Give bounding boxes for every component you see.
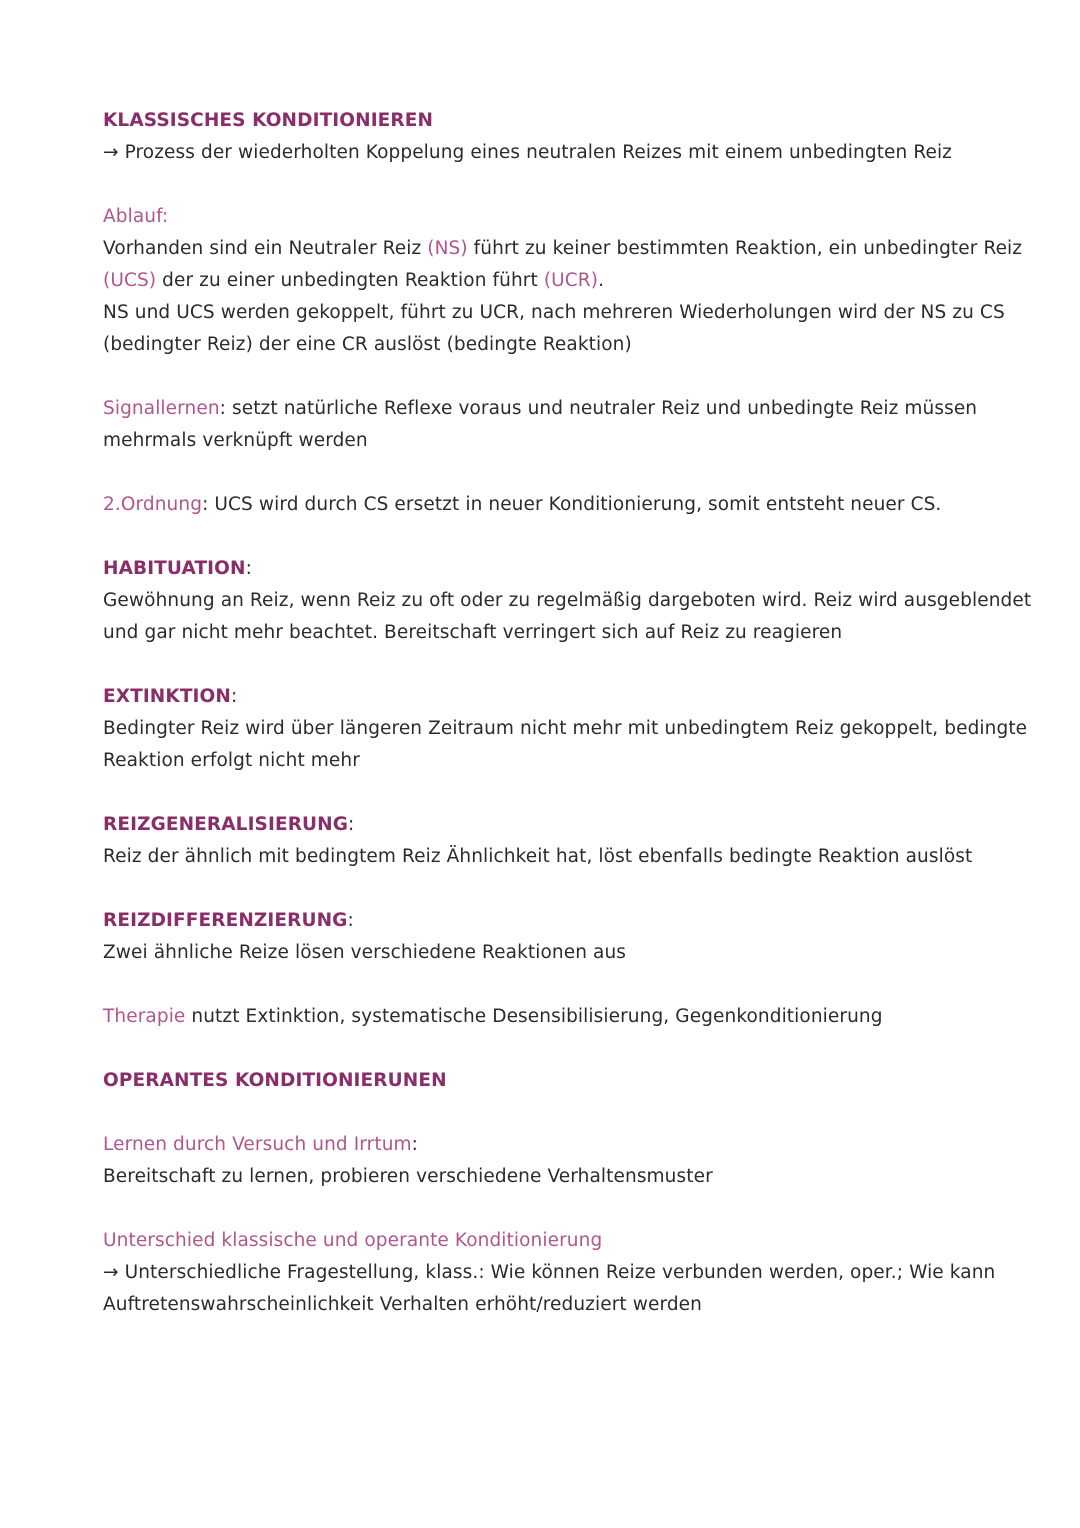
heading-reizgeneralisierung: REIZGENERALISIERUNG (103, 814, 349, 835)
differenzierung-line-1: Zwei ähnliche Reize lösen verschiedene Reaktionen aus (103, 942, 627, 963)
ablauf-text: der zu einer unbedingten Reaktion führt (156, 270, 544, 291)
label-versuch-irrtum: Lernen durch Versuch und Irrtum (103, 1134, 412, 1155)
document-page (103, 105, 1032, 1321)
versuch-line-1: Bereitschaft zu lernen, probieren verschiedene Verhaltensmuster (103, 1166, 713, 1187)
heading-klassisches-konditionieren: KLASSISCHES KONDITIONIEREN (103, 110, 434, 131)
extinktion-line-2: Reaktion erfolgt nicht mehr (103, 750, 360, 771)
therapie-text: nutzt Extinktion, systematische Desensibilisierung, Gegenkonditionierung (185, 1006, 883, 1027)
heading-habituation-line (103, 553, 1003, 585)
heading-reizgeneralisierung-line (103, 809, 1003, 841)
heading-reizdifferenzierung: REIZDIFFERENZIERUNG (103, 910, 348, 931)
label-unterschied: Unterschied klassische und operante Konditionierung (103, 1230, 603, 1251)
term-ucs: (UCS) (103, 270, 157, 291)
ablauf-text: führt zu keiner bestimmten Reaktion, ein unbedingter Reiz (467, 238, 1023, 259)
ordnung-line (103, 489, 1003, 521)
heading-extinktion: EXTINKTION (103, 686, 231, 707)
signallernen-line-2: mehrmals verknüpft werden (103, 430, 368, 451)
label-2-ordnung: 2.Ordnung (103, 494, 203, 515)
colon: : (348, 814, 355, 835)
ablauf-text: Vorhanden sind ein Neutraler Reiz (103, 238, 428, 259)
colon: : (411, 1134, 419, 1155)
term-ns: (NS) (427, 238, 468, 259)
heading-reizdifferenzierung-line (103, 905, 1003, 937)
unterschied-line-1: → Unterschiedliche Fragestellung, klass.: Wie können Reize verbunden werden, oper.; Wie kann (103, 1262, 996, 1283)
habituation-line-1: Gewöhnung an Reiz, wenn Reiz zu oft oder zu regelmäßig dargeboten wird. Reiz wird ausgeblendet (103, 590, 1032, 611)
generalisierung-line-1: Reiz der ähnlich mit bedingtem Reiz Ähnlichkeit hat, löst ebenfalls bedingte Reaktion auslöst (103, 846, 973, 867)
term-ucr: (UCR) (543, 270, 599, 291)
ablauf-line-1 (103, 233, 1023, 265)
definition-klassisch: → Prozess der wiederholten Koppelung eines neutralen Reizes mit einem unbedingten Reiz (103, 142, 952, 163)
label-therapie: Therapie (103, 1006, 186, 1027)
colon: : (245, 558, 252, 579)
label-ablauf: Ablauf: (103, 206, 169, 227)
ablauf-line-3: NS und UCS werden gekoppelt, führt zu UCR, nach mehreren Wiederholungen wird der NS zu CS (103, 302, 1005, 323)
versuch-label-line (103, 1129, 1003, 1161)
heading-extinktion-line (103, 681, 1003, 713)
ablauf-text: . (598, 270, 605, 291)
heading-operantes-konditionieren: OPERANTES KONDITIONIERUNEN (103, 1070, 447, 1091)
ablauf-line-2 (103, 265, 1003, 297)
ordnung-text: : UCS wird durch CS ersetzt in neuer Konditionierung, somit entsteht neuer CS. (202, 494, 942, 515)
ablauf-line-4: (bedingter Reiz) der eine CR auslöst (bedingte Reaktion) (103, 334, 632, 355)
extinktion-line-1: Bedingter Reiz wird über längeren Zeitraum nicht mehr mit unbedingtem Reiz gekoppelt, bedingte (103, 718, 1028, 739)
signallernen-line-1 (103, 393, 1003, 425)
signallernen-text: : setzt natürliche Reflexe voraus und neutraler Reiz und unbedingte Reiz müssen (219, 398, 978, 419)
unterschied-line-2: Auftretenswahrscheinlichkeit Verhalten erhöht/reduziert werden (103, 1294, 702, 1315)
habituation-line-2: und gar nicht mehr beachtet. Bereitschaft verringert sich auf Reiz zu reagieren (103, 622, 843, 643)
therapie-line (103, 1001, 1003, 1033)
colon: : (230, 686, 238, 707)
heading-habituation: HABITUATION (103, 558, 246, 579)
colon: : (347, 910, 354, 931)
label-signallernen: Signallernen (103, 398, 220, 419)
